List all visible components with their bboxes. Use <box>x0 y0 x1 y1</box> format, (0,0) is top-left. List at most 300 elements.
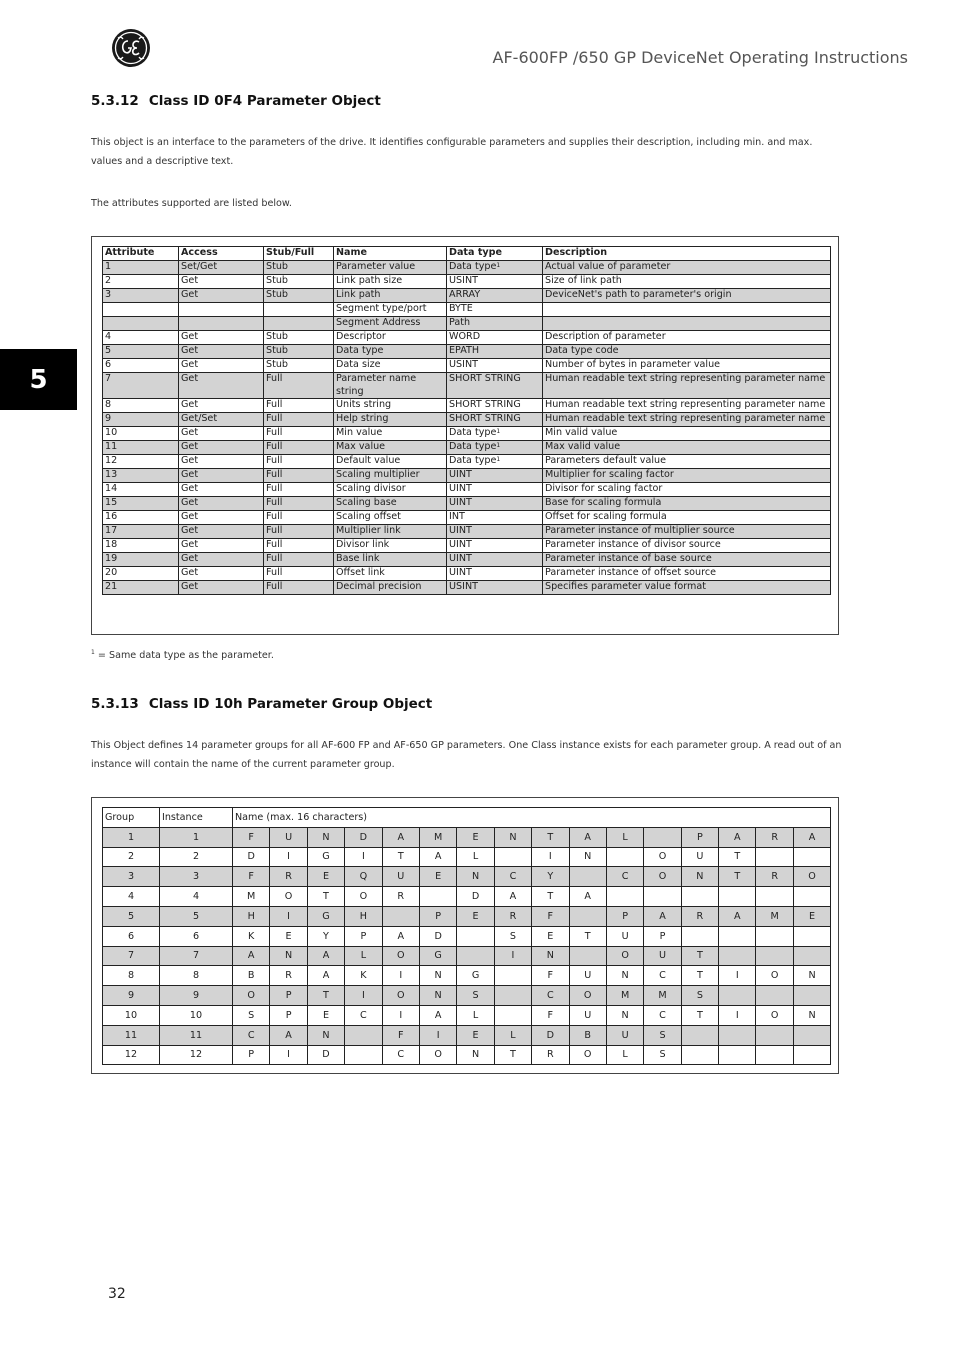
name-char-cell: A <box>382 827 419 847</box>
table-row <box>103 373 831 399</box>
table-cell: Base for scaling formula <box>543 497 831 511</box>
name-char-cell: E <box>532 926 569 946</box>
name-char-cell: M <box>606 986 643 1006</box>
table-cell: Full <box>264 441 334 455</box>
table-cell: Path <box>447 317 543 331</box>
instance-cell: 5 <box>160 906 233 926</box>
table-cell: UINT <box>447 567 543 581</box>
name-char-cell: O <box>569 986 606 1006</box>
name-char-cell <box>719 926 756 946</box>
table-cell: SHORT STRING <box>447 413 543 427</box>
table-cell: 18 <box>103 539 179 553</box>
name-char-cell <box>793 887 830 907</box>
table-cell: Data type code <box>543 345 831 359</box>
name-char-cell: K <box>345 966 382 986</box>
name-char-cell: F <box>532 966 569 986</box>
table-cell: Get <box>179 441 264 455</box>
name-char-cell: I <box>719 966 756 986</box>
table-cell: Get <box>179 345 264 359</box>
name-char-cell: E <box>419 867 456 887</box>
table-cell: Link path <box>334 289 447 303</box>
name-char-cell: N <box>494 827 531 847</box>
name-char-cell: L <box>345 946 382 966</box>
table-cell: 1 <box>103 261 179 275</box>
name-char-cell: P <box>681 827 718 847</box>
attribute-table-frame <box>91 236 839 635</box>
table-cell: Full <box>264 525 334 539</box>
name-char-cell: F <box>532 1005 569 1025</box>
name-char-cell: O <box>345 887 382 907</box>
name-char-cell <box>382 906 419 926</box>
table-cell: Full <box>264 483 334 497</box>
name-char-cell: I <box>532 847 569 867</box>
instance-cell: 2 <box>160 847 233 867</box>
group-cell: 10 <box>103 1005 160 1025</box>
name-char-cell: C <box>532 986 569 1006</box>
table-cell <box>543 317 831 331</box>
column-header: Instance <box>160 808 233 828</box>
name-char-cell: O <box>233 986 270 1006</box>
name-char-cell: A <box>793 827 830 847</box>
table-header-row <box>103 808 831 828</box>
table-cell: USINT <box>447 275 543 289</box>
name-char-cell: O <box>644 867 681 887</box>
table-row <box>103 946 831 966</box>
table-cell: 19 <box>103 553 179 567</box>
section-number: 5.3.13 <box>91 696 139 712</box>
table-cell: Full <box>264 373 334 399</box>
table-row <box>103 966 831 986</box>
name-char-cell: C <box>382 1045 419 1065</box>
name-char-cell: S <box>494 926 531 946</box>
name-char-cell: O <box>606 946 643 966</box>
name-char-cell: N <box>793 1005 830 1025</box>
table-cell: 15 <box>103 497 179 511</box>
table-cell: Parameters default value <box>543 455 831 469</box>
name-char-cell: S <box>681 986 718 1006</box>
name-char-cell <box>756 926 793 946</box>
name-char-cell <box>569 867 606 887</box>
name-char-cell <box>494 986 531 1006</box>
section-intro: This Object defines 14 parameter groups for all AF-600 FP and AF-650 GP parameters. One Class instance exists for each parameter group. A read out of an instance will contain the name of the current parameter group. <box>91 740 842 770</box>
name-char-cell: M <box>233 887 270 907</box>
table-cell: ARRAY <box>447 289 543 303</box>
table-row <box>103 525 831 539</box>
table-cell: 13 <box>103 469 179 483</box>
table-row <box>103 317 831 331</box>
name-char-cell: R <box>532 1045 569 1065</box>
name-char-cell: O <box>270 887 307 907</box>
table-cell: UINT <box>447 539 543 553</box>
name-char-cell <box>494 847 531 867</box>
instance-cell: 8 <box>160 966 233 986</box>
name-char-cell: R <box>756 827 793 847</box>
table-cell: Scaling offset <box>334 511 447 525</box>
name-char-cell <box>793 926 830 946</box>
name-char-cell: L <box>606 827 643 847</box>
table-row <box>103 359 831 373</box>
table-row <box>103 497 831 511</box>
name-char-cell: F <box>233 867 270 887</box>
table-cell: Set/Get <box>179 261 264 275</box>
name-char-cell <box>756 946 793 966</box>
name-char-cell: N <box>419 986 456 1006</box>
name-char-cell <box>569 946 606 966</box>
table-cell: Parameter name string <box>334 373 447 399</box>
table-cell: Get <box>179 359 264 373</box>
table-row <box>103 827 831 847</box>
name-char-cell: F <box>382 1025 419 1045</box>
table-cell: Multiplier for scaling factor <box>543 469 831 483</box>
table-cell: 17 <box>103 525 179 539</box>
name-char-cell: S <box>233 1005 270 1025</box>
name-char-cell: S <box>644 1045 681 1065</box>
section-heading <box>91 93 381 109</box>
table-cell: Parameter instance of offset source <box>543 567 831 581</box>
chapter-tab: 5 <box>0 349 77 410</box>
table-cell: 21 <box>103 581 179 595</box>
table-cell: Parameter value <box>334 261 447 275</box>
name-char-cell: H <box>345 906 382 926</box>
table-cell: Get <box>179 497 264 511</box>
table-cell: Get <box>179 373 264 399</box>
table-cell: Get/Set <box>179 413 264 427</box>
name-char-cell: Y <box>307 926 344 946</box>
table-cell: UINT <box>447 469 543 483</box>
name-char-cell: T <box>307 986 344 1006</box>
name-char-cell: N <box>307 1025 344 1045</box>
attributes-note: The attributes supported are listed below. <box>91 198 292 209</box>
instance-cell: 6 <box>160 926 233 946</box>
name-char-cell: E <box>307 867 344 887</box>
table-cell: 9 <box>103 413 179 427</box>
table-cell: Full <box>264 455 334 469</box>
name-char-cell: C <box>606 867 643 887</box>
table-cell: Get <box>179 553 264 567</box>
name-char-cell <box>756 887 793 907</box>
group-cell: 1 <box>103 827 160 847</box>
table-cell: DeviceNet's path to parameter's origin <box>543 289 831 303</box>
name-char-cell <box>606 847 643 867</box>
table-row <box>103 847 831 867</box>
name-char-cell: P <box>270 1005 307 1025</box>
table-cell: Get <box>179 581 264 595</box>
name-char-cell: N <box>681 867 718 887</box>
name-char-cell <box>345 1025 382 1045</box>
name-char-cell: R <box>756 867 793 887</box>
table-row <box>103 275 831 289</box>
name-char-cell: I <box>270 847 307 867</box>
table-cell: Get <box>179 539 264 553</box>
table-cell: Get <box>179 455 264 469</box>
name-char-cell <box>793 1025 830 1045</box>
name-char-cell: I <box>719 1005 756 1025</box>
table-cell: EPATH <box>447 345 543 359</box>
table-cell: Base link <box>334 553 447 567</box>
name-char-cell: M <box>756 906 793 926</box>
table-cell: Full <box>264 413 334 427</box>
name-char-cell: N <box>606 1005 643 1025</box>
table-cell: Get <box>179 525 264 539</box>
name-char-cell: A <box>644 906 681 926</box>
name-char-cell: U <box>569 966 606 986</box>
group-cell: 5 <box>103 906 160 926</box>
name-char-cell <box>681 887 718 907</box>
table-cell: Data type$^1$ <box>447 427 543 441</box>
table-cell: 14 <box>103 483 179 497</box>
group-cell: 12 <box>103 1045 160 1065</box>
name-char-cell: D <box>345 827 382 847</box>
group-cell: 3 <box>103 867 160 887</box>
table-cell: Segment type/port <box>334 303 447 317</box>
instance-cell: 1 <box>160 827 233 847</box>
table-cell: Get <box>179 275 264 289</box>
group-cell: 9 <box>103 986 160 1006</box>
name-char-cell: A <box>569 827 606 847</box>
table-cell: Get <box>179 511 264 525</box>
table-cell: 3 <box>103 289 179 303</box>
table-row <box>103 511 831 525</box>
table-row <box>103 867 831 887</box>
table-cell: Units string <box>334 399 447 413</box>
name-char-cell: N <box>606 966 643 986</box>
name-char-cell <box>719 946 756 966</box>
footnote-reference: 1 <box>496 428 501 435</box>
name-char-cell: S <box>457 986 494 1006</box>
name-char-cell: A <box>719 906 756 926</box>
parameter-group-table <box>102 807 831 1065</box>
column-header: Name <box>334 247 447 261</box>
name-char-cell <box>494 966 531 986</box>
name-char-cell: E <box>457 827 494 847</box>
name-char-cell <box>345 1045 382 1065</box>
name-char-cell: N <box>419 966 456 986</box>
table-cell: Max valid value <box>543 441 831 455</box>
table-cell: Data size <box>334 359 447 373</box>
table-cell: 7 <box>103 373 179 399</box>
name-char-cell: A <box>270 1025 307 1045</box>
name-char-cell: G <box>457 966 494 986</box>
name-char-cell: R <box>382 887 419 907</box>
name-char-cell: P <box>270 986 307 1006</box>
name-char-cell: R <box>270 867 307 887</box>
table-cell: Multiplier link <box>334 525 447 539</box>
table-cell: Stub <box>264 261 334 275</box>
table-cell: Offset link <box>334 567 447 581</box>
table-cell: UINT <box>447 497 543 511</box>
name-char-cell <box>756 1045 793 1065</box>
name-char-cell: C <box>644 1005 681 1025</box>
table-cell: WORD <box>447 331 543 345</box>
name-char-cell: C <box>644 966 681 986</box>
table-cell: Number of bytes in parameter value <box>543 359 831 373</box>
table-cell: UINT <box>447 553 543 567</box>
column-header: Name (max. 16 characters) <box>233 808 831 828</box>
section-title: Class ID 0F4 Parameter Object <box>148 93 381 109</box>
name-char-cell <box>756 986 793 1006</box>
section-number: 5.3.12 <box>91 93 139 109</box>
table-cell <box>264 303 334 317</box>
table-cell: Full <box>264 399 334 413</box>
name-char-cell <box>793 1045 830 1065</box>
table-row <box>103 399 831 413</box>
name-char-cell: Y <box>532 867 569 887</box>
name-char-cell: U <box>681 847 718 867</box>
name-char-cell: D <box>457 887 494 907</box>
footnote <box>91 650 274 661</box>
name-char-cell: E <box>270 926 307 946</box>
table-cell: 16 <box>103 511 179 525</box>
name-char-cell: T <box>532 827 569 847</box>
group-cell: 2 <box>103 847 160 867</box>
table-cell: 8 <box>103 399 179 413</box>
name-char-cell <box>419 887 456 907</box>
name-char-cell: I <box>345 847 382 867</box>
name-char-cell: O <box>382 946 419 966</box>
table-row <box>103 926 831 946</box>
table-cell: USINT <box>447 359 543 373</box>
name-char-cell: N <box>270 946 307 966</box>
name-char-cell: M <box>644 986 681 1006</box>
name-char-cell: S <box>644 1025 681 1045</box>
table-cell: Parameter instance of multiplier source <box>543 525 831 539</box>
name-char-cell <box>719 1045 756 1065</box>
name-char-cell: G <box>307 906 344 926</box>
name-char-cell <box>793 986 830 1006</box>
table-cell: Data type$^1$ <box>447 261 543 275</box>
table-cell: Data type <box>334 345 447 359</box>
name-char-cell: I <box>382 966 419 986</box>
table-cell <box>179 303 264 317</box>
name-char-cell: G <box>419 946 456 966</box>
table-cell: Divisor for scaling factor <box>543 483 831 497</box>
name-char-cell: F <box>233 827 270 847</box>
table-row <box>103 986 831 1006</box>
name-char-cell: P <box>606 906 643 926</box>
table-cell: Stub <box>264 275 334 289</box>
table-cell: Human readable text string representing parameter name <box>543 399 831 413</box>
name-char-cell: B <box>569 1025 606 1045</box>
table-row <box>103 469 831 483</box>
name-char-cell <box>494 1005 531 1025</box>
table-cell: Scaling divisor <box>334 483 447 497</box>
table-cell: Full <box>264 469 334 483</box>
name-char-cell: O <box>644 847 681 867</box>
table-cell: Full <box>264 427 334 441</box>
name-char-cell: U <box>606 1025 643 1045</box>
section-intro: This object is an interface to the parameters of the drive. It identifies configurable parameters and supplies their description, including min. and max. values and a descriptive text. <box>91 137 813 167</box>
table-cell: Stub <box>264 345 334 359</box>
table-cell: Min value <box>334 427 447 441</box>
name-char-cell: I <box>270 906 307 926</box>
table-cell <box>543 303 831 317</box>
instance-cell: 12 <box>160 1045 233 1065</box>
table-cell: INT <box>447 511 543 525</box>
table-row <box>103 345 831 359</box>
name-char-cell: F <box>532 906 569 926</box>
name-char-cell: N <box>457 1045 494 1065</box>
name-char-cell: Q <box>345 867 382 887</box>
name-char-cell: O <box>793 867 830 887</box>
instance-cell: 10 <box>160 1005 233 1025</box>
table-cell: 2 <box>103 275 179 289</box>
table-row <box>103 567 831 581</box>
table-cell: Get <box>179 427 264 441</box>
table-cell: UINT <box>447 483 543 497</box>
name-char-cell: R <box>681 906 718 926</box>
group-cell: 8 <box>103 966 160 986</box>
name-char-cell <box>756 847 793 867</box>
table-cell <box>264 317 334 331</box>
name-char-cell <box>756 1025 793 1045</box>
table-row <box>103 1005 831 1025</box>
table-cell <box>103 317 179 331</box>
table-row <box>103 1045 831 1065</box>
footnote-text: = Same data type as the parameter. <box>97 650 274 661</box>
name-char-cell: U <box>569 1005 606 1025</box>
name-char-cell: M <box>419 827 456 847</box>
table-cell: Max value <box>334 441 447 455</box>
table-cell: USINT <box>447 581 543 595</box>
name-char-cell: A <box>307 946 344 966</box>
instance-cell: 4 <box>160 887 233 907</box>
name-char-cell: B <box>233 966 270 986</box>
table-cell: Actual value of parameter <box>543 261 831 275</box>
name-char-cell: I <box>419 1025 456 1045</box>
table-row <box>103 441 831 455</box>
document-title: AF-600FP /650 GP DeviceNet Operating Instructions <box>492 48 908 67</box>
table-row <box>103 906 831 926</box>
footnote-reference: 1 <box>496 442 501 449</box>
table-cell: Get <box>179 483 264 497</box>
name-char-cell: L <box>606 1045 643 1065</box>
attribute-table <box>102 246 831 595</box>
table-cell: Divisor link <box>334 539 447 553</box>
column-header: Access <box>179 247 264 261</box>
table-row <box>103 553 831 567</box>
name-char-cell: T <box>382 847 419 867</box>
name-char-cell <box>681 926 718 946</box>
name-char-cell: D <box>307 1045 344 1065</box>
table-cell: Stub <box>264 359 334 373</box>
table-cell: 4 <box>103 331 179 345</box>
name-char-cell: P <box>644 926 681 946</box>
name-char-cell <box>644 827 681 847</box>
table-cell: Min valid value <box>543 427 831 441</box>
table-cell: Get <box>179 469 264 483</box>
name-char-cell <box>644 887 681 907</box>
table-cell <box>179 317 264 331</box>
column-header: Group <box>103 808 160 828</box>
instance-cell: 11 <box>160 1025 233 1045</box>
name-char-cell: O <box>569 1045 606 1065</box>
table-cell: Get <box>179 399 264 413</box>
name-char-cell: A <box>233 946 270 966</box>
instance-cell: 7 <box>160 946 233 966</box>
table-cell: Segment Address <box>334 317 447 331</box>
table-row <box>103 413 831 427</box>
name-char-cell: T <box>681 966 718 986</box>
name-char-cell: A <box>307 966 344 986</box>
name-char-cell: A <box>494 887 531 907</box>
ge-logo-icon <box>111 28 151 68</box>
table-cell: Offset for scaling formula <box>543 511 831 525</box>
name-char-cell: H <box>233 906 270 926</box>
name-char-cell <box>719 887 756 907</box>
name-char-cell <box>681 1025 718 1045</box>
table-cell: Data type$^1$ <box>447 441 543 455</box>
table-cell: Get <box>179 289 264 303</box>
